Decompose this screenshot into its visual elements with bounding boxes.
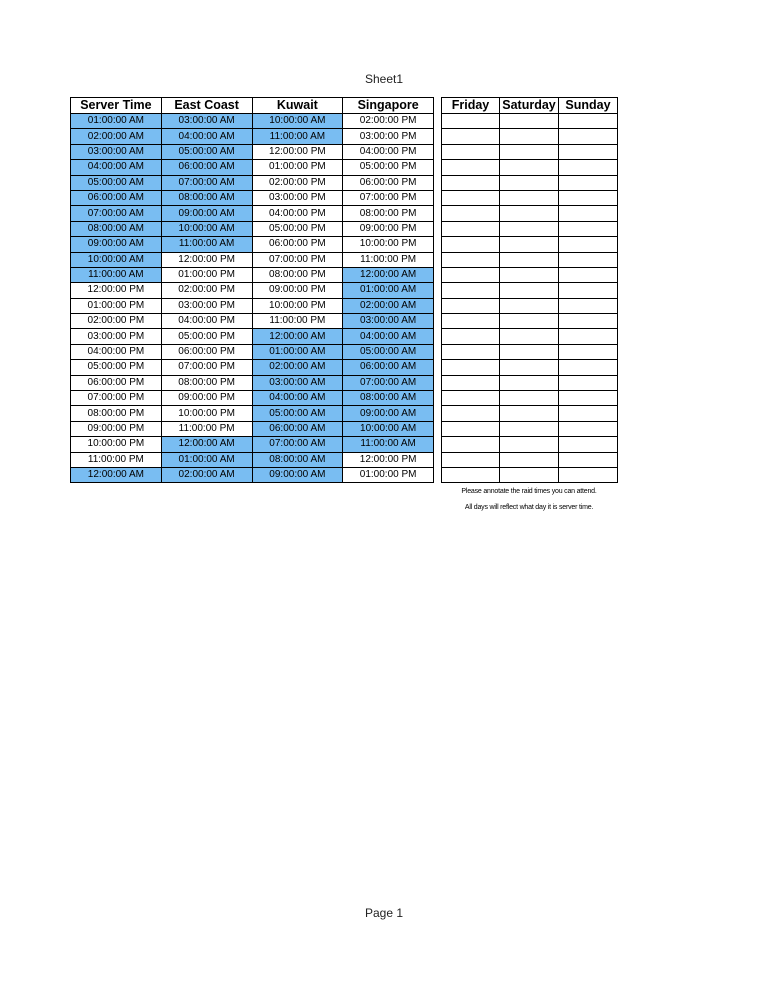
time-conversion-table [70,97,434,483]
table-row [71,267,434,282]
cell-kuwait[interactable]: 03:00:00 PM [252,190,343,205]
cell-singapore[interactable]: 01:00:00 PM [343,467,434,482]
cell-friday[interactable] [442,375,500,390]
cell-server-time[interactable]: 12:00:00 PM [71,283,162,298]
table-row [442,206,618,221]
cell-friday[interactable] [442,283,500,298]
cell-sunday[interactable] [559,437,618,452]
cell-sunday[interactable] [559,360,618,375]
table-row [71,144,434,159]
cell-singapore[interactable]: 04:00:00 AM [343,329,434,344]
cell-kuwait[interactable]: 09:00:00 AM [252,467,343,482]
cell-saturday[interactable] [500,129,559,144]
cell-singapore[interactable]: 05:00:00 AM [343,344,434,359]
cell-server-time[interactable]: 07:00:00 AM [71,206,162,221]
cell-singapore[interactable]: 06:00:00 AM [343,360,434,375]
cell-east-coast[interactable]: 09:00:00 AM [161,206,252,221]
cell-friday[interactable] [442,144,500,159]
table-row [71,344,434,359]
cell-friday[interactable] [442,329,500,344]
cell-east-coast[interactable]: 10:00:00 PM [161,406,252,421]
cell-singapore[interactable]: 03:00:00 AM [343,314,434,329]
cell-friday[interactable] [442,190,500,205]
cell-friday[interactable] [442,175,500,190]
cell-east-coast[interactable]: 04:00:00 PM [161,314,252,329]
column-header-friday: Friday [442,98,500,114]
cell-saturday[interactable] [500,406,559,421]
table-row [442,452,618,467]
cell-friday[interactable] [442,421,500,436]
cell-friday[interactable] [442,314,500,329]
cell-east-coast[interactable]: 01:00:00 PM [161,267,252,282]
table-row [71,252,434,267]
cell-kuwait[interactable]: 10:00:00 PM [252,298,343,313]
cell-saturday[interactable] [500,437,559,452]
cell-server-time[interactable]: 05:00:00 PM [71,360,162,375]
table-row [442,160,618,175]
cell-singapore[interactable]: 04:00:00 PM [343,144,434,159]
cell-server-time[interactable]: 05:00:00 AM [71,175,162,190]
cell-east-coast[interactable]: 02:00:00 AM [161,467,252,482]
day-table-header-row [442,98,618,114]
cell-kuwait[interactable]: 01:00:00 AM [252,344,343,359]
cell-sunday[interactable] [559,344,618,359]
cell-saturday[interactable] [500,206,559,221]
time-table-body [71,114,434,483]
cell-singapore[interactable]: 08:00:00 AM [343,391,434,406]
cell-saturday[interactable] [500,283,559,298]
cell-singapore[interactable]: 06:00:00 PM [343,175,434,190]
table-row [71,467,434,482]
cell-friday[interactable] [442,344,500,359]
cell-kuwait[interactable]: 09:00:00 PM [252,283,343,298]
sheet-title: Sheet1 [364,72,404,86]
cell-saturday[interactable] [500,190,559,205]
cell-singapore[interactable]: 10:00:00 AM [343,421,434,436]
cell-sunday[interactable] [559,452,618,467]
cell-kuwait[interactable]: 11:00:00 PM [252,314,343,329]
cell-saturday[interactable] [500,237,559,252]
cell-kuwait[interactable]: 08:00:00 PM [252,267,343,282]
table-row [71,175,434,190]
cell-saturday[interactable] [500,175,559,190]
cell-east-coast[interactable]: 03:00:00 AM [161,114,252,129]
table-row [71,452,434,467]
cell-sunday[interactable] [559,298,618,313]
cell-east-coast[interactable]: 05:00:00 PM [161,329,252,344]
cell-saturday[interactable] [500,452,559,467]
cell-east-coast[interactable]: 10:00:00 AM [161,221,252,236]
cell-sunday[interactable] [559,421,618,436]
table-row [442,190,618,205]
note-annotate: Please annotate the raid times you can attend. [461,488,597,495]
cell-friday[interactable] [442,267,500,282]
table-row [442,237,618,252]
cell-friday[interactable] [442,114,500,129]
cell-kuwait[interactable]: 04:00:00 AM [252,391,343,406]
table-row [442,344,618,359]
cell-server-time[interactable]: 02:00:00 PM [71,314,162,329]
cell-server-time[interactable]: 11:00:00 AM [71,267,162,282]
table-row [71,421,434,436]
cell-saturday[interactable] [500,344,559,359]
cell-server-time[interactable]: 03:00:00 PM [71,329,162,344]
cell-sunday[interactable] [559,175,618,190]
table-row [71,437,434,452]
column-header-server-time: Server Time [71,98,162,114]
table-row [71,375,434,390]
cell-singapore[interactable]: 01:00:00 AM [343,283,434,298]
cell-sunday[interactable] [559,467,618,482]
cell-server-time[interactable]: 01:00:00 AM [71,114,162,129]
table-row [71,298,434,313]
cell-saturday[interactable] [500,221,559,236]
cell-singapore[interactable]: 02:00:00 AM [343,298,434,313]
cell-kuwait[interactable]: 07:00:00 PM [252,252,343,267]
cell-sunday[interactable] [559,314,618,329]
cell-saturday[interactable] [500,160,559,175]
cell-friday[interactable] [442,437,500,452]
cell-sunday[interactable] [559,114,618,129]
cell-kuwait[interactable]: 02:00:00 PM [252,175,343,190]
table-row [71,129,434,144]
cell-singapore[interactable]: 02:00:00 PM [343,114,434,129]
table-row [442,406,618,421]
table-row [71,237,434,252]
cell-sunday[interactable] [559,406,618,421]
cell-singapore[interactable]: 05:00:00 PM [343,160,434,175]
cell-east-coast[interactable]: 01:00:00 AM [161,452,252,467]
cell-singapore[interactable]: 11:00:00 AM [343,437,434,452]
page-footer: Page 1 [364,906,404,920]
cell-friday[interactable] [442,360,500,375]
column-header-singapore: Singapore [343,98,434,114]
table-row [71,406,434,421]
cell-saturday[interactable] [500,114,559,129]
cell-singapore[interactable]: 12:00:00 AM [343,267,434,282]
table-row [442,129,618,144]
cell-saturday[interactable] [500,298,559,313]
cell-saturday[interactable] [500,267,559,282]
cell-kuwait[interactable]: 07:00:00 AM [252,437,343,452]
column-header-kuwait: Kuwait [252,98,343,114]
cell-east-coast[interactable]: 09:00:00 PM [161,391,252,406]
table-row [71,391,434,406]
table-row [442,144,618,159]
cell-kuwait[interactable]: 06:00:00 PM [252,237,343,252]
cell-kuwait[interactable]: 04:00:00 PM [252,206,343,221]
cell-friday[interactable] [442,252,500,267]
cell-kuwait[interactable]: 05:00:00 AM [252,406,343,421]
cell-kuwait[interactable]: 06:00:00 AM [252,421,343,436]
table-row [71,283,434,298]
note-server-time: All days will reflect what day it is server time. [464,504,594,511]
cell-kuwait[interactable]: 11:00:00 AM [252,129,343,144]
cell-sunday[interactable] [559,190,618,205]
cell-friday[interactable] [442,467,500,482]
table-row [442,375,618,390]
table-row [71,221,434,236]
cell-saturday[interactable] [500,252,559,267]
cell-friday[interactable] [442,452,500,467]
cell-singapore[interactable]: 09:00:00 AM [343,406,434,421]
cell-sunday[interactable] [559,237,618,252]
cell-kuwait[interactable]: 08:00:00 AM [252,452,343,467]
cell-server-time[interactable]: 09:00:00 PM [71,421,162,436]
cell-friday[interactable] [442,391,500,406]
table-row [442,437,618,452]
table-row [442,283,618,298]
cell-east-coast[interactable]: 03:00:00 PM [161,298,252,313]
cell-friday[interactable] [442,160,500,175]
table-row [71,114,434,129]
table-row [442,114,618,129]
cell-server-time[interactable]: 02:00:00 AM [71,129,162,144]
cell-friday[interactable] [442,221,500,236]
table-row [442,175,618,190]
cell-friday[interactable] [442,129,500,144]
cell-sunday[interactable] [559,252,618,267]
cell-server-time[interactable]: 04:00:00 PM [71,344,162,359]
cell-server-time[interactable]: 01:00:00 PM [71,298,162,313]
cell-sunday[interactable] [559,221,618,236]
cell-kuwait[interactable]: 12:00:00 PM [252,144,343,159]
cell-singapore[interactable]: 08:00:00 PM [343,206,434,221]
cell-server-time[interactable]: 10:00:00 AM [71,252,162,267]
cell-kuwait[interactable]: 12:00:00 AM [252,329,343,344]
column-header-sunday: Sunday [559,98,618,114]
table-row [71,329,434,344]
cell-friday[interactable] [442,406,500,421]
cell-kuwait[interactable]: 03:00:00 AM [252,375,343,390]
cell-singapore[interactable]: 03:00:00 PM [343,129,434,144]
cell-sunday[interactable] [559,375,618,390]
cell-east-coast[interactable]: 12:00:00 PM [161,252,252,267]
cell-kuwait[interactable]: 01:00:00 PM [252,160,343,175]
cell-east-coast[interactable]: 07:00:00 PM [161,360,252,375]
table-row [442,391,618,406]
cell-server-time[interactable]: 09:00:00 AM [71,237,162,252]
cell-kuwait[interactable]: 02:00:00 AM [252,360,343,375]
cell-east-coast[interactable]: 11:00:00 PM [161,421,252,436]
column-header-east-coast: East Coast [161,98,252,114]
cell-sunday[interactable] [559,144,618,159]
table-row [71,160,434,175]
cell-saturday[interactable] [500,421,559,436]
cell-friday[interactable] [442,298,500,313]
cell-singapore[interactable]: 11:00:00 PM [343,252,434,267]
cell-sunday[interactable] [559,329,618,344]
cell-east-coast[interactable]: 08:00:00 PM [161,375,252,390]
cell-saturday[interactable] [500,314,559,329]
cell-saturday[interactable] [500,144,559,159]
cell-server-time[interactable]: 06:00:00 AM [71,190,162,205]
table-row [442,421,618,436]
cell-east-coast[interactable]: 06:00:00 AM [161,160,252,175]
cell-kuwait[interactable]: 10:00:00 AM [252,114,343,129]
cell-singapore[interactable]: 07:00:00 PM [343,190,434,205]
cell-server-time[interactable]: 11:00:00 PM [71,452,162,467]
cell-east-coast[interactable]: 08:00:00 AM [161,190,252,205]
cell-server-time[interactable]: 06:00:00 PM [71,375,162,390]
table-row [71,314,434,329]
cell-east-coast[interactable]: 04:00:00 AM [161,129,252,144]
cell-friday[interactable] [442,206,500,221]
cell-east-coast[interactable]: 05:00:00 AM [161,144,252,159]
cell-server-time[interactable]: 12:00:00 AM [71,467,162,482]
cell-server-time[interactable]: 04:00:00 AM [71,160,162,175]
cell-server-time[interactable]: 10:00:00 PM [71,437,162,452]
cell-sunday[interactable] [559,283,618,298]
cell-server-time[interactable]: 03:00:00 AM [71,144,162,159]
cell-singapore[interactable]: 12:00:00 PM [343,452,434,467]
cell-saturday[interactable] [500,375,559,390]
cell-server-time[interactable]: 07:00:00 PM [71,391,162,406]
cell-singapore[interactable]: 07:00:00 AM [343,375,434,390]
column-header-saturday: Saturday [500,98,559,114]
cell-sunday[interactable] [559,267,618,282]
table-row [71,206,434,221]
time-table-header-row [71,98,434,114]
cell-sunday[interactable] [559,129,618,144]
table-row [442,314,618,329]
cell-singapore[interactable]: 09:00:00 PM [343,221,434,236]
table-row [442,329,618,344]
cell-sunday[interactable] [559,160,618,175]
table-row [71,360,434,375]
table-row [442,298,618,313]
cell-east-coast[interactable]: 11:00:00 AM [161,237,252,252]
cell-east-coast[interactable]: 02:00:00 PM [161,283,252,298]
table-row [442,252,618,267]
cell-saturday[interactable] [500,467,559,482]
cell-east-coast[interactable]: 07:00:00 AM [161,175,252,190]
table-row [442,267,618,282]
cell-singapore[interactable]: 10:00:00 PM [343,237,434,252]
table-row [71,190,434,205]
table-row [442,467,618,482]
table-row [442,360,618,375]
cell-sunday[interactable] [559,206,618,221]
day-table-body [442,114,618,483]
cell-saturday[interactable] [500,391,559,406]
cell-sunday[interactable] [559,391,618,406]
table-row [442,221,618,236]
cell-server-time[interactable]: 08:00:00 AM [71,221,162,236]
cell-saturday[interactable] [500,329,559,344]
cell-east-coast[interactable]: 12:00:00 AM [161,437,252,452]
cell-east-coast[interactable]: 06:00:00 PM [161,344,252,359]
cell-server-time[interactable]: 08:00:00 PM [71,406,162,421]
cell-saturday[interactable] [500,360,559,375]
cell-kuwait[interactable]: 05:00:00 PM [252,221,343,236]
cell-friday[interactable] [442,237,500,252]
day-availability-table [441,97,618,483]
